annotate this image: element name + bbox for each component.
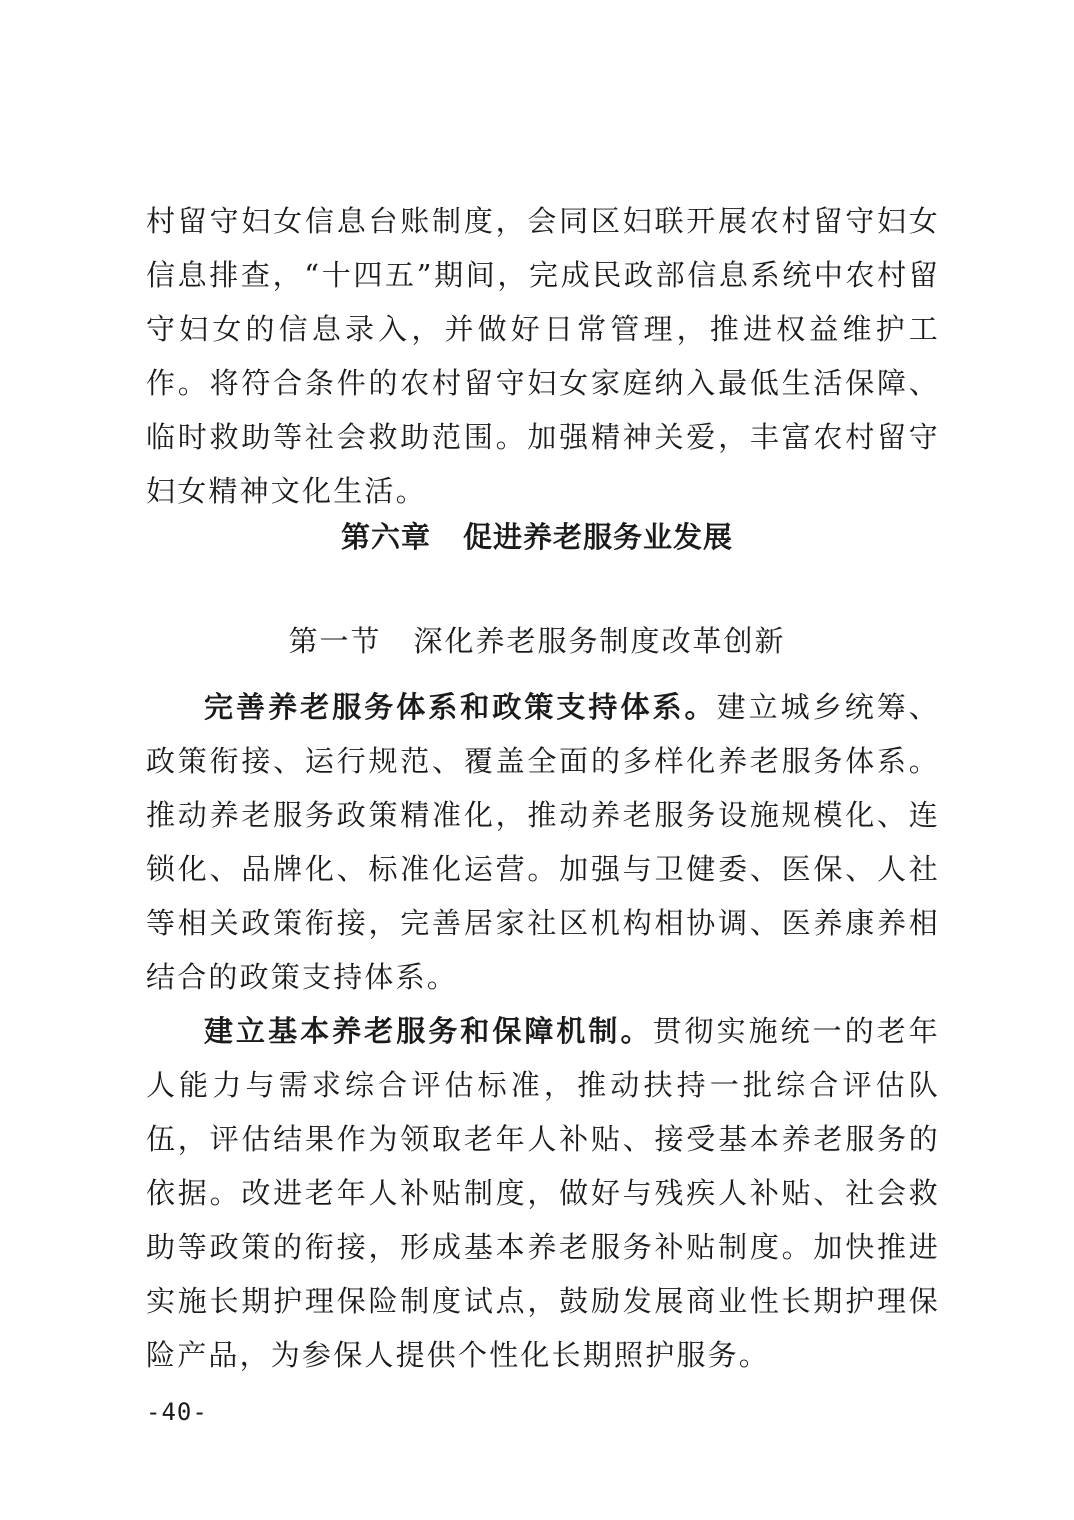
chapter-number: 第六章 bbox=[340, 520, 431, 554]
paragraph-lead: 完善养老服务体系和政策支持体系。 bbox=[204, 690, 717, 724]
paragraph-body: 建立城乡统筹、政策衔接、运行规范、覆盖全面的多样化养老服务体系。推动养老服务政策精准化，推动养老服务设施规模化、连锁化、品牌化、标准化运营。加强与卫健委、医保、人社等相关政策衔接，完善居家社区机构相协调、医养康养相结合的政策支持体系。 bbox=[146, 690, 940, 994]
section-title: 深化养老服务制度改革创新 bbox=[413, 624, 786, 658]
section-number: 第一节 bbox=[288, 624, 382, 658]
page-number: -40- bbox=[146, 1398, 208, 1426]
section-heading bbox=[0, 616, 1074, 666]
section-body bbox=[146, 680, 940, 1382]
paragraph-basic-guarantee bbox=[146, 1004, 940, 1382]
paragraph-service-system bbox=[146, 680, 940, 1004]
chapter-heading bbox=[0, 512, 1074, 562]
chapter-title: 促进养老服务业发展 bbox=[463, 520, 734, 554]
paragraph-body: 贯彻实施统一的老年人能力与需求综合评估标准，推动扶持一批综合评估队伍，评估结果作为领取老年人补贴、接受基本养老服务的依据。改进老年人补贴制度，做好与残疾人补贴、社会救助等政策的衔接，形成基本养老服务补贴制度。加快推进实施长期护理保险制度试点，鼓励发展商业性长期护理保险产品，为参保人提供个性化长期照护服务。 bbox=[146, 1014, 940, 1372]
paragraph-lead: 建立基本养老服务和保障机制。 bbox=[204, 1014, 653, 1048]
intro-paragraph bbox=[146, 194, 940, 518]
continued-paragraph: 村留守妇女信息台账制度，会同区妇联开展农村留守妇女信息排查，“十四五”期间，完成民政部信息系统中农村留守妇女的信息录入，并做好日常管理，推进权益维护工作。将符合条件的农村留守妇女家庭纳入最低生活保障、临时救助等社会救助范围。加强精神关爱，丰富农村留守妇女精神文化生活。 bbox=[146, 204, 940, 508]
